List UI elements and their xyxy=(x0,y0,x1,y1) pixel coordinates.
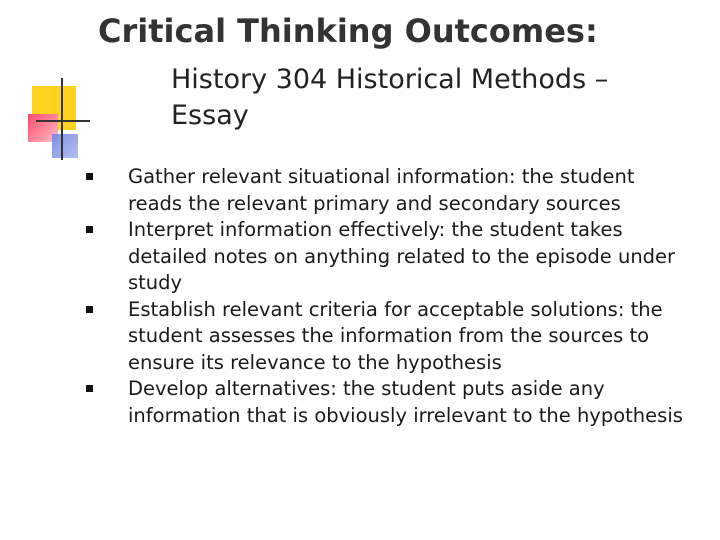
bullet-item xyxy=(72,376,692,429)
bullet-text: Establish relevant criteria for acceptable solutions: the student assesses the information from the sources to ensure its relevance to the hypothesis xyxy=(128,297,663,374)
bullet-item xyxy=(72,164,692,217)
bullet-item xyxy=(72,217,692,297)
slide-title: Critical Thinking Outcomes: xyxy=(98,12,598,50)
bullet-list xyxy=(72,164,692,429)
square-bullet-icon xyxy=(86,226,93,233)
bullet-text: Gather relevant situational information: the student reads the relevant primary and secondary sources xyxy=(128,165,635,215)
blue-square xyxy=(52,134,78,158)
decorative-graphic xyxy=(28,72,88,172)
bullet-text: Develop alternatives: the student puts aside any information that is obviously irrelevant to the hypothesis xyxy=(128,377,683,427)
horizontal-rule xyxy=(36,120,90,122)
bullet-text: Interpret information effectively: the student takes detailed notes on anything related to the episode under study xyxy=(128,218,676,294)
bullet-item xyxy=(72,297,692,377)
square-bullet-icon xyxy=(86,173,93,180)
vertical-rule xyxy=(61,78,63,160)
slide-subtitle: History 304 Historical Methods – Essay xyxy=(171,64,609,131)
square-bullet-icon xyxy=(86,306,93,313)
square-bullet-icon xyxy=(86,385,93,392)
